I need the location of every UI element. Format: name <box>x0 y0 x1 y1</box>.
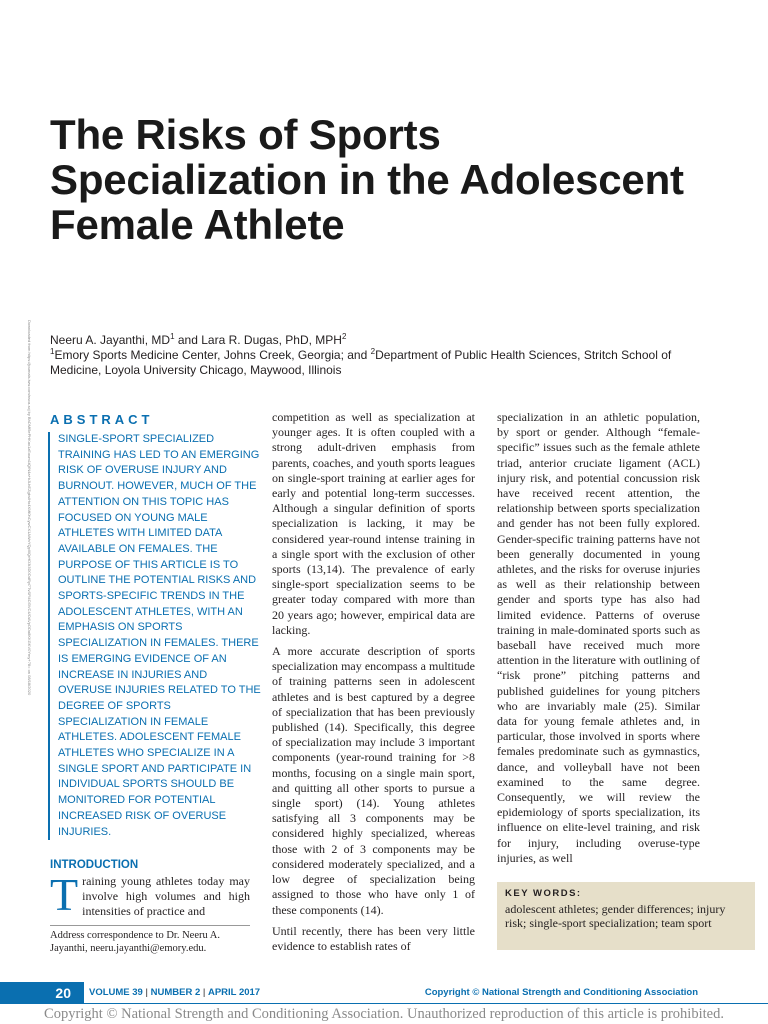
page-footer <box>0 982 768 1004</box>
author-name: Neeru A. Jayanthi, MD <box>50 333 171 347</box>
keywords-text: adolescent athletes; gender differences; injury risk; single-sport specialization; team sport <box>505 902 726 930</box>
author-line <box>50 333 720 348</box>
affiliation-marker: 2 <box>370 347 376 356</box>
drop-cap: T <box>50 869 79 920</box>
keywords-heading: KEY WORDS: <box>505 888 582 899</box>
volume-label: VOLUME 39 <box>89 987 143 998</box>
affiliation-text: Emory Sports Medicine Center, Johns Creek, Georgia; and <box>54 348 371 362</box>
author-conjunction: and <box>174 333 202 347</box>
copyright-notice: Copyright © National Strength and Conditioning Association. Unauthorized reproduction of this article is prohibited. <box>44 1006 724 1022</box>
number-label: NUMBER 2 <box>150 987 201 998</box>
download-watermark-text: Downloaded from https://journals.lww.com/nsca-scj by BhDMf5ePHKav1zEoum1tQfN4a+kJLhEZgbsIHo4XMi0hCywCX1AWnYQp/IlQrHD3i3D0OdRyi7TvSFl4Cf3VC4/OAVpDDa8KKGKV0Ymy+78= on 08/18/2020 <box>27 320 32 696</box>
issue-info <box>89 982 260 1004</box>
body-paragraph: specialization in an athletic population, by sport or gender. Although “female-specific” issues such as the female athlete triad, anterior cruciate ligament (ACL) injury risk, and potential concussion risk have received recent attention, the relationship between sports specialization and gender has not been fully explored. Gender-specific training patterns have not been generally documented in young athletes, and the risks for overuse injuries as well as their relationship between gender and sports type has also had limited evidence. Patterns of overuse training in male-dominated sports such as baseball have received much more attention in the literature with outlining of “risk prone” pitching patterns and published guidelines for young pitchers who are invariably male (25). Similar data for young female athletes and, in particular, those involved in sports where females predominate such as gymnastics, dance, and volleyball have not been examined to the same degree. Consequently, we will review the epidemiology of sports specialization, its influence on elite-level training, and risk for injury, including overuse-type injuries, as well <box>497 410 700 865</box>
abstract-heading: ABSTRACT <box>50 412 154 427</box>
body-paragraph: A more accurate description of sports specialization may encompass a multitude of training patterns seen in adolescent athletes and is best captured by a degree of specialization that has been previously published (14). Specifically, this degree of specialization may include 3 important components (year-round training for >8 months, focusing on a single main sport, and quitting all other sports to pursue a single sport) (14). Young athletes satisfying all 3 components may be considered highly specialized, whereas those with 2 of 3 components may be considered moderately specialized, and a low degree of specialization being assigned to those who have only 1 of these components (14). <box>272 644 475 917</box>
affiliation-line <box>50 348 720 378</box>
author-block <box>50 333 720 378</box>
affiliation-marker: 1 <box>50 347 55 356</box>
separator: | <box>142 987 151 998</box>
introduction-heading: INTRODUCTION <box>50 859 139 871</box>
author-name: Lara R. Dugas, PhD, MPH <box>201 333 342 347</box>
body-paragraph: Until recently, there has been very little evidence to establish rates of <box>272 923 475 953</box>
footer-rule <box>84 1003 768 1004</box>
introduction-text <box>50 869 250 920</box>
affiliation-text: Department of Public Health Sciences, Stritch School of Medicine, Loyola University Chicago, Maywood, Illinois <box>50 348 672 377</box>
article-title: The Risks of Sports Specialization in the Adolescent Female Athlete <box>50 111 684 248</box>
download-watermark <box>23 320 33 840</box>
introduction-body: raining young athletes today may involve high volumes and high intensities of practice and <box>82 874 250 918</box>
correspondence-divider <box>50 925 250 926</box>
affiliation-marker: 1 <box>170 332 175 341</box>
body-column-3 <box>497 410 700 872</box>
body-column-2 <box>272 410 475 960</box>
date-label: APRIL 2017 <box>207 987 261 998</box>
correspondence-note: Address correspondence to Dr. Neeru A. Jayanthi, neeru.jayanthi@emory.edu. <box>50 930 220 954</box>
keywords-box <box>497 882 755 950</box>
separator: | <box>200 987 208 998</box>
abstract-text: SINGLE-SPORT SPECIALIZED TRAINING HAS LED TO AN EMERGING RISK OF OVERUSE INJURY AND BURNOUT. HOWEVER, MUCH OF THE ATTENTION ON THIS TOPIC HAS FOCUSED ON YOUNG MALE ATHLETES WITH LIMITED DATA AVAILABLE ON FEMALES. THE PURPOSE OF THIS ARTICLE IS TO OUTLINE THE POTENTIAL RISKS AND SPORTS-SPECIFIC TRENDS IN THE ADOLESCENT ATHLETES, WITH AN EMPHASIS ON SPORTS SPECIALIZATION IN FEMALES. THERE IS EMERGING EVIDENCE OF AN INCREASE IN INJURIES AND OVERUSE INJURIES RELATED TO THE DEGREE OF SPORTS SPECIALIZATION IN FEMALE ATHLETES. ADOLESCENT FEMALE ATHLETES WHO SPECIALIZE IN A SINGLE SPORT AND PARTICIPATE IN INDIVIDUAL SPORTS SHOULD BE MONITORED FOR POTENTIAL INCREASED RISK OF OVERUSE INJURIES. <box>48 432 262 840</box>
affiliation-marker: 2 <box>341 332 347 341</box>
body-paragraph: competition as well as specialization at younger ages. It is often coupled with a strong adult-driven emphasis from parents, coaches, and youth sports leagues on single-sport training at earlier ages for early and potential long-term successes. Although a singular definition of sports specialization is lacking, it may be considered year-round intense training in a single sport with the exclusion of other sports (13,14). The prevalence of early single-sport specialization seems to be greater today compared with more than 20 years ago; however, empirical data are lacking. <box>272 410 475 637</box>
journal-copyright: Copyright © National Strength and Conditioning Association <box>424 987 698 998</box>
page-number: 20 <box>0 982 84 1004</box>
